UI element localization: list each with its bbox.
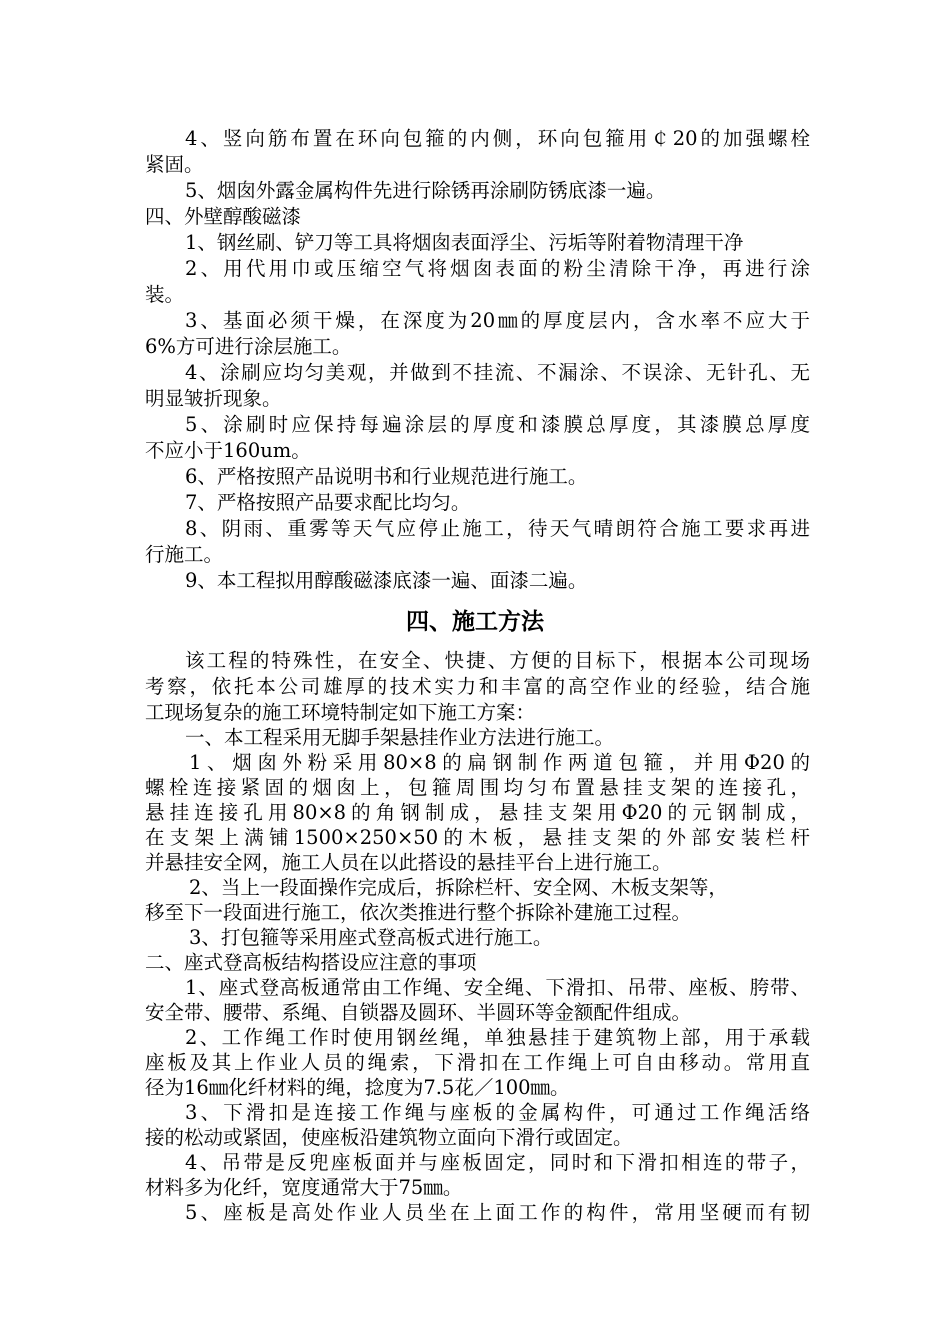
text-line: 悬挂连接孔用80×8的角钢制成，悬挂支架用Φ20的元钢制成， — [145, 801, 810, 824]
text-line: 8、阴雨、重雾等天气应停止施工，待天气晴朗符合施工要求再进 — [185, 517, 810, 540]
text-line: 二、座式登高板结构搭设应注意的事项 — [145, 951, 477, 974]
section-heading: 四、施工方法 — [406, 608, 544, 635]
text-line: 工现场复杂的施工环境特制定如下施工方案： — [145, 701, 536, 724]
text-line: 6、严格按照产品说明书和行业规范进行施工。 — [185, 465, 588, 488]
text-line: 4、竖向筋布置在环向包箍的内侧，环向包箍用￠20的加强螺栓 — [185, 127, 810, 150]
text-line: 4、涂刷应均匀美观，并做到不挂流、不漏涂、不误涂、无针孔、无 — [185, 361, 810, 384]
text-line: 1、烟囱外粉采用80×8的扁钢制作两道包箍，并用Φ20的 — [189, 751, 810, 774]
text-line: 材料多为化纤，宽度通常大于75㎜。 — [145, 1176, 463, 1199]
text-line: 5、涂刷时应保持每遍涂层的厚度和漆膜总厚度，其漆膜总厚度 — [185, 413, 810, 436]
text-line: 一、本工程采用无脚手架悬挂作业方法进行施工。 — [185, 726, 615, 749]
text-line: 4、吊带是反兜座板面并与座板固定，同时和下滑扣相连的带子， — [185, 1151, 810, 1174]
text-line: 3、打包箍等采用座式登高板式进行施工。 — [189, 926, 553, 949]
text-line: 2、用代用巾或压缩空气将烟囱表面的粉尘清除干净，再进行涂 — [185, 257, 810, 280]
text-line: 该工程的特殊性，在安全、快捷、方便的目标下，根据本公司现场 — [185, 649, 810, 672]
text-line: 装。 — [145, 283, 185, 306]
text-line: 行施工。 — [145, 543, 224, 566]
text-line: 2、当上一段面操作完成后，拆除栏杆、安全网、木板支架等， — [189, 876, 728, 899]
text-line: 9、本工程拟用醇酸磁漆底漆一遍、面漆二遍。 — [185, 569, 588, 592]
text-line: 5、烟囱外露金属构件先进行除锈再涂刷防锈底漆一遍。 — [185, 179, 666, 202]
text-line: 在支架上满铺1500×250×50的木板，悬挂支架的外部安装栏杆 — [145, 826, 810, 849]
text-line: 径为16㎜化纤材料的绳，捻度为7.5花／100㎜。 — [145, 1076, 570, 1099]
text-line: 紧固。 — [145, 153, 204, 176]
text-line: 不应小于160um。 — [145, 439, 311, 462]
text-line: 座板及其上作业人员的绳索，下滑扣在工作绳上可自由移动。常用直 — [145, 1051, 810, 1074]
text-line: 2、工作绳工作时使用钢丝绳，单独悬挂于建筑物上部，用于承载 — [185, 1026, 810, 1049]
text-line: 3、下滑扣是连接工作绳与座板的金属构件，可通过工作绳活络 — [185, 1101, 810, 1124]
text-line: 3、基面必须干燥，在深度为20㎜的厚度层内，含水率不应大于 — [185, 309, 810, 332]
text-line: 并悬挂安全网，施工人员在以此搭设的悬挂平台上进行施工。 — [145, 851, 672, 874]
text-line: 1、钢丝刷、铲刀等工具将烟囱表面浮尘、污垢等附着物清理干净 — [185, 231, 744, 254]
text-line: 螺栓连接紧固的烟囱上，包箍周围均匀布置悬挂支架的连接孔， — [145, 776, 810, 799]
text-line: 明显皱折现象。 — [145, 387, 282, 410]
text-line: 6%方可进行涂层施工。 — [145, 335, 352, 358]
text-line: 安全带、腰带、系绳、自锁器及圆环、半圆环等金额配件组成。 — [145, 1001, 692, 1024]
text-line: 5、座板是高处作业人员坐在上面工作的构件，常用坚硬而有韧 — [185, 1201, 810, 1224]
text-line: 接的松动或紧固，使座板沿建筑物立面向下滑行或固定。 — [145, 1126, 633, 1149]
text-line: 移至下一段面进行施工，依次类推进行整个拆除补建施工过程。 — [145, 901, 692, 924]
text-line: 7、严格按照产品要求配比均匀。 — [185, 491, 471, 514]
text-line: 1、座式登高板通常由工作绳、安全绳、下滑扣、吊带、座板、胯带、 — [185, 976, 810, 999]
text-line: 考察，依托本公司雄厚的技术实力和丰富的高空作业的经验，结合施 — [145, 675, 810, 698]
text-line: 四、外壁醇酸磁漆 — [145, 205, 302, 228]
